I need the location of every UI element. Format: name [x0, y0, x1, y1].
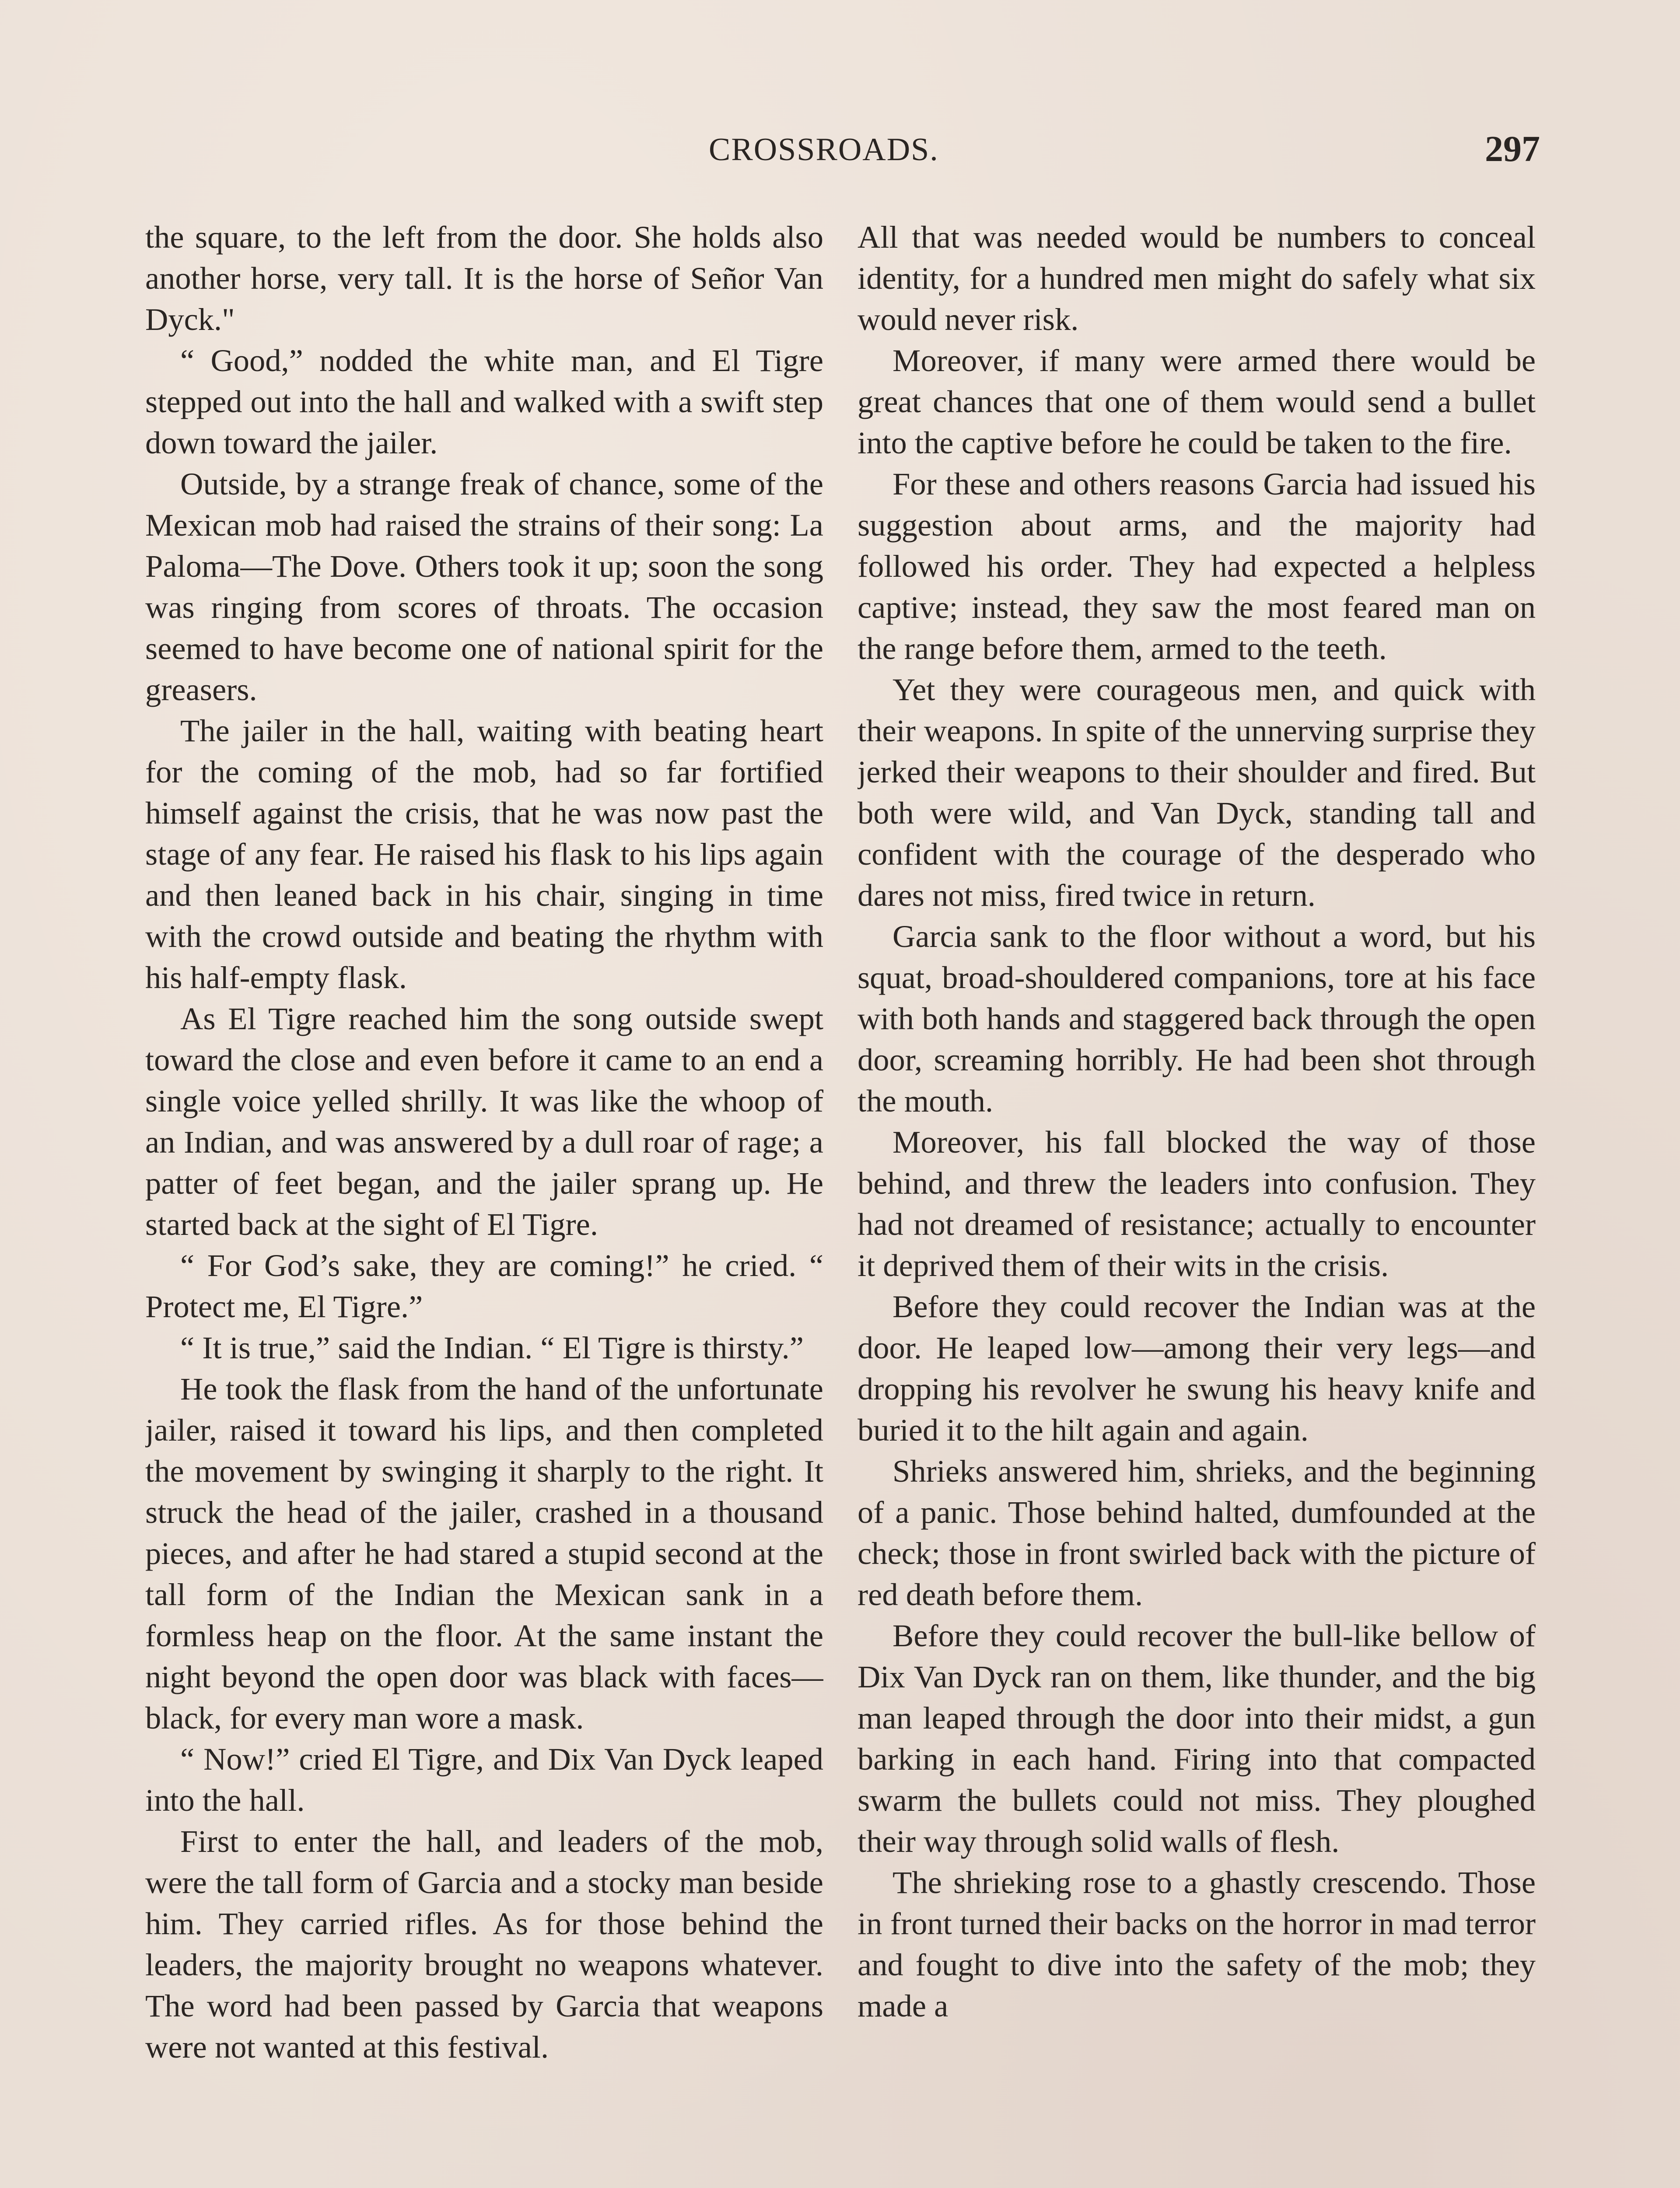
paragraph: The shrieking rose to a ghastly crescendo. Those in front turned their backs on the horror in mad terror and fought to dive into the safety of the mob; they made a: [858, 1865, 1536, 2023]
paragraph: Outside, by a strange freak of chance, some of the Mexican mob had raised the strains of their song: La Paloma—The Dove. Others took it up; soon the song was ringing from scores of throats. The occasion seemed to have become one of national spirit for the greasers.: [145, 466, 823, 707]
right-column: [858, 217, 1536, 2188]
paragraph: For these and others reasons Garcia had issued his suggestion about arms, and the majority had followed his order. They had expected a helpless captive; instead, they saw the most feared man on the range before them, armed to the teeth.: [858, 466, 1536, 666]
paragraph: The jailer in the hall, waiting with beating heart for the coming of the mob, had so far fortified himself against the crisis, that he was now past the stage of any fear. He raised his flask to his lips again and then leaned back in his chair, singing in time with the crowd outside and beating the rhythm with his half-empty flask.: [145, 713, 823, 995]
paragraph: Moreover, if many were armed there would be great chances that one of them would send a bullet into the captive before he could be taken to the fire.: [858, 343, 1536, 460]
paragraph: All that was needed would be numbers to conceal identity, for a hundred men might do safely what six would never risk.: [858, 219, 1536, 337]
paragraph: First to enter the hall, and leaders of the mob, were the tall form of Garcia and a stocky man beside him. They carried rifles. As for those behind the leaders, the majority brought no weapons whatever. The word had been passed by Garcia that weapons were not wanted at this festival.: [145, 1823, 823, 2065]
paragraph: the square, to the left from the door. She holds also another horse, very tall. It is the horse of Señor Van Dyck.": [145, 219, 823, 337]
paragraph: “ For God’s sake, they are coming!” he cried. “ Protect me, El Tigre.”: [145, 1248, 823, 1324]
running-title: CROSSROADS.: [709, 132, 939, 168]
paragraph: “ Good,” nodded the white man, and El Tigre stepped out into the hall and walked with a swift step down toward the jailer.: [145, 343, 823, 460]
paragraph: Yet they were courageous men, and quick with their weapons. In spite of the unnerving surprise they jerked their weapons to their shoulder and fired. But both were wild, and Van Dyck, standing tall and confident with the courage of the desperado who dares not miss, fired twice in return.: [858, 672, 1536, 913]
paragraph: Shrieks answered him, shrieks, and the beginning of a panic. Those behind halted, dumfounded at the check; those in front swirled back with the picture of red death before them.: [858, 1453, 1536, 1612]
page-number: 297: [1485, 129, 1540, 169]
paragraph: Garcia sank to the floor without a word, but his squat, broad-shouldered companions, tore at his face with both hands and staggered back through the open door, screaming horribly. He had been shot through the mouth.: [858, 919, 1536, 1119]
paragraph: Before they could recover the bull-like bellow of Dix Van Dyck ran on them, like thunder, and the big man leaped through the door into their midst, a gun barking in each hand. Firing into that compacted swarm the bullets could not miss. They ploughed their way through solid walls of flesh.: [858, 1618, 1536, 1859]
paragraph: As El Tigre reached him the song outside swept toward the close and even before it came to an end a single voice yelled shrilly. It was like the whoop of an Indian, and was answered by a dull roar of rage; a patter of feet began, and the jailer sprang up. He started back at the sight of El Tigre.: [145, 1001, 823, 1242]
paragraph: “ Now!” cried El Tigre, and Dix Van Dyck leaped into the hall.: [145, 1741, 823, 1818]
page-header: [140, 131, 1540, 179]
left-column: [145, 217, 823, 2188]
paragraph: He took the flask from the hand of the unfortunate jailer, raised it toward his lips, and then completed the movement by swinging it sharply to the right. It struck the head of the jailer, crashed in a thousand pieces, and after he had stared a stupid second at the tall form of the Indian the Mexican sank in a formless heap on the floor. At the same instant the night beyond the open door was black with faces—black, for every man wore a mask.: [145, 1371, 823, 1736]
paragraph: “ It is true,” said the Indian. “ El Tigre is thirsty.”: [180, 1330, 804, 1365]
paragraph: Before they could recover the Indian was at the door. He leaped low—among their very legs—and dropping his revolver he swung his heavy knife and buried it to the hilt again and again.: [858, 1289, 1536, 1448]
paragraph: Moreover, his fall blocked the way of those behind, and threw the leaders into confusion. They had not dreamed of resistance; actually to encounter it deprived them of their wits in the crisis.: [858, 1124, 1536, 1283]
